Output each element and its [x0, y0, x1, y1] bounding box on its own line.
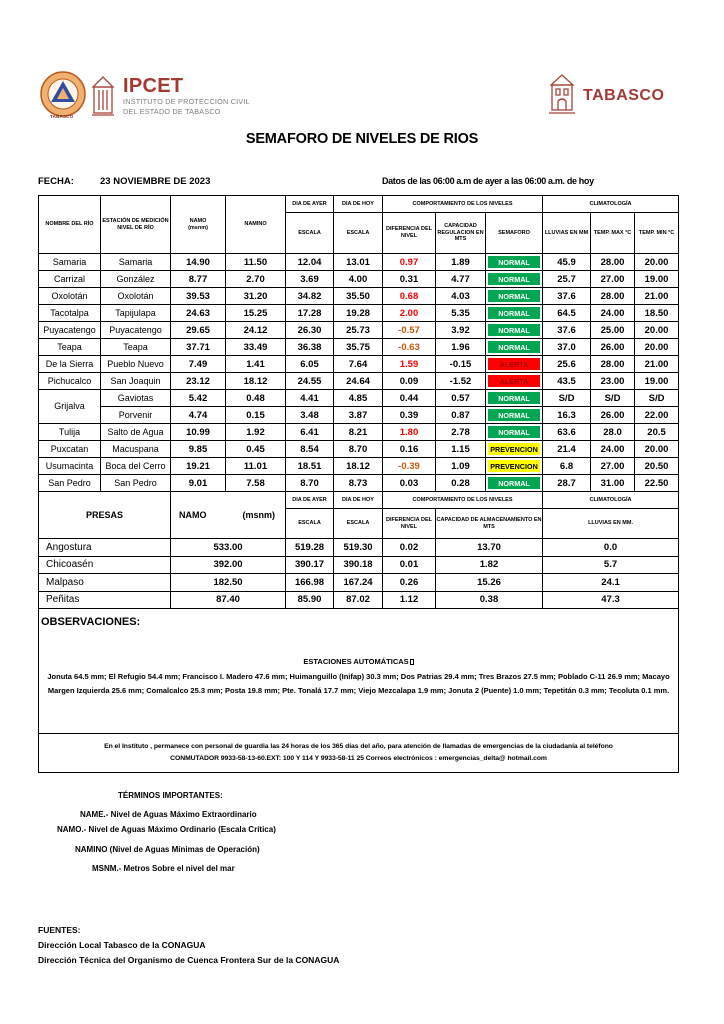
namo-cell: 9.85 [171, 441, 226, 458]
station-name-cell: Boca del Cerro [101, 458, 171, 475]
temp-max-cell: 27.00 [591, 458, 635, 475]
dam-capacity-cell: 0.38 [436, 591, 543, 609]
dam-scale-today-cell: 167.24 [334, 574, 383, 592]
dam-rain-cell: 5.7 [543, 556, 679, 574]
river-station-row [39, 322, 679, 339]
scale-yesterday-cell: 4.41 [286, 390, 334, 407]
dam-capacity-cell: 15.26 [436, 574, 543, 592]
level-difference-cell: 0.44 [383, 390, 436, 407]
dam-name-cell: Peñitas [39, 591, 171, 609]
header-climate: CLIMATOLOGÍA [543, 196, 679, 213]
dam-row [39, 556, 679, 574]
header-scale-yesterday: ESCALA [286, 213, 334, 254]
rain-cell: 63.6 [543, 424, 591, 441]
temp-min-cell: S/D [635, 390, 679, 407]
river-station-row [39, 407, 679, 424]
header-namo [171, 196, 226, 254]
scale-yesterday-cell: 6.05 [286, 356, 334, 373]
header-dam-yesterday: DIA DE AYER [286, 492, 334, 509]
scale-today-cell: 25.73 [334, 322, 383, 339]
dam-row [39, 591, 679, 609]
regulation-capacity-cell: 5.35 [436, 305, 486, 322]
term-namo: NAMO.- Nivel de Aguas Máximo Ordinario (Escala Crítica) [57, 825, 276, 834]
header-today: DIA DE HOY [334, 196, 383, 213]
dam-scale-yesterday-cell: 390.17 [286, 556, 334, 574]
scale-today-cell: 35.75 [334, 339, 383, 356]
scale-yesterday-cell: 3.48 [286, 407, 334, 424]
station-name-cell: San Pedro [101, 475, 171, 492]
temp-max-cell: 25.00 [591, 322, 635, 339]
river-name-cell: De la Sierra [39, 356, 101, 373]
term-name: NAME.- Nivel de Aguas Máximo Extraordinario [80, 810, 257, 819]
namino-cell: 2.70 [226, 271, 286, 288]
station-name-cell: Tapijulapa [101, 305, 171, 322]
namino-cell: 7.58 [226, 475, 286, 492]
temp-min-cell: 20.00 [635, 322, 679, 339]
header-level-behaviour: COMPORTAMIENTO DE LOS NIVELES [383, 196, 543, 213]
dam-scale-yesterday-cell: 85.90 [286, 591, 334, 609]
namino-cell: 1.41 [226, 356, 286, 373]
temp-max-cell: 26.00 [591, 339, 635, 356]
namo-cell: 4.74 [171, 407, 226, 424]
river-station-row [39, 390, 679, 407]
scale-today-cell: 35.50 [334, 288, 383, 305]
river-name-cell: Pichucalco [39, 373, 101, 390]
header-temp-min: TEMP. MIN °C [635, 213, 679, 254]
semaforo-status-badge: NORMAL [486, 322, 543, 339]
scale-today-cell: 18.12 [334, 458, 383, 475]
dam-capacity-cell: 13.70 [436, 539, 543, 557]
header-dam-namo-label: NAMO [179, 510, 207, 520]
namo-cell: 8.77 [171, 271, 226, 288]
dam-difference-cell: 0.02 [383, 539, 436, 557]
scale-yesterday-cell: 12.04 [286, 254, 334, 271]
temp-max-cell: 27.00 [591, 271, 635, 288]
semaforo-status-badge: NORMAL [486, 407, 543, 424]
namo-cell: 19.21 [171, 458, 226, 475]
org-name-line2: DEL ESTADO DE TABASCO [123, 107, 221, 116]
date-value: 23 NOVIEMBRE DE 2023 [100, 176, 211, 187]
ipcet-emblem-icon [90, 73, 116, 123]
dam-rain-cell: 0.0 [543, 539, 679, 557]
station-name-cell: Puyacatengo [101, 322, 171, 339]
level-difference-cell: -0.57 [383, 322, 436, 339]
river-station-row [39, 373, 679, 390]
header-dam-rain: LLUVIAS EN MM. [543, 509, 679, 539]
namo-cell: 23.12 [171, 373, 226, 390]
river-station-row [39, 305, 679, 322]
river-station-row [39, 475, 679, 492]
regulation-capacity-cell: 2.78 [436, 424, 486, 441]
semaforo-status-badge: NORMAL [486, 339, 543, 356]
temp-min-cell: 20.00 [635, 441, 679, 458]
scale-yesterday-cell: 36.38 [286, 339, 334, 356]
scale-yesterday-cell: 6.41 [286, 424, 334, 441]
scale-yesterday-cell: 18.51 [286, 458, 334, 475]
river-station-row [39, 339, 679, 356]
station-name-cell: Porvenir [101, 407, 171, 424]
temp-max-cell: 28.00 [591, 356, 635, 373]
dam-name-cell: Angostura [39, 539, 171, 557]
semaforo-status-badge: ALERTA [486, 356, 543, 373]
level-difference-cell: 1.59 [383, 356, 436, 373]
river-station-row [39, 458, 679, 475]
header-dam-today: DIA DE HOY [334, 492, 383, 509]
temp-min-cell: 19.00 [635, 271, 679, 288]
level-difference-cell: 0.68 [383, 288, 436, 305]
semaforo-status-badge: NORMAL [486, 288, 543, 305]
semaforo-status-badge: PREVENCION [486, 458, 543, 475]
seal-caption: TABASCO [50, 114, 74, 119]
rain-cell: 43.5 [543, 373, 591, 390]
namo-cell: 5.42 [171, 390, 226, 407]
level-difference-cell: 0.09 [383, 373, 436, 390]
dams-table-body [39, 539, 679, 609]
namino-cell: 1.92 [226, 424, 286, 441]
river-name-cell: Samaria [39, 254, 101, 271]
regulation-capacity-cell: 0.28 [436, 475, 486, 492]
institute-note-cell [39, 734, 679, 773]
level-difference-cell: -0.39 [383, 458, 436, 475]
dam-scale-today-cell: 390.18 [334, 556, 383, 574]
river-name-cell: Teapa [39, 339, 101, 356]
header-dam-difference: DIFERENCIA DEL NIVEL [383, 509, 436, 539]
temp-min-cell: 21.00 [635, 356, 679, 373]
namino-cell: 24.12 [226, 322, 286, 339]
river-name-cell: Oxolotán [39, 288, 101, 305]
semaforo-status-badge: NORMAL [486, 424, 543, 441]
temp-max-cell: 31.00 [591, 475, 635, 492]
glyph-box-icon [410, 659, 414, 665]
station-name-cell: Oxolotán [101, 288, 171, 305]
sources-heading: FUENTES: [38, 925, 81, 935]
scale-today-cell: 24.64 [334, 373, 383, 390]
station-name-cell: Gaviotas [101, 390, 171, 407]
river-station-row [39, 441, 679, 458]
term-msnm: MSNM.- Metros Sobre el nivel del mar [92, 864, 235, 873]
header-river-name: NOMBRE DEL RÍO [39, 196, 101, 254]
observations-text: Jonuta 64.5 mm; El Refugio 54.4 mm; Francisco I. Madero 47.6 mm; Huimanguillo (Inifap) 30.3 mm; Dos Patrias 29.4 mm; Tres Brazos 27.5 mm; Poblado C-11 26.9 mm; Macayo Margen Izquierda 25.6 mm; Comalcalco 25.3 mm; Posta 19.8 mm; Pte. Tonalá 17.7 mm; Viejo Mezcalapa 1.9 mm; Jonuta 2 (Puente) 1.0 mm; Tepetitán 0.3 mm; Tecoluta 0.1 mm. [47, 671, 670, 695]
observations-subheading-text: ESTACIONES AUTOMÁTICAS [303, 656, 409, 666]
header-dam-scale-yesterday: ESCALA [286, 509, 334, 539]
regulation-capacity-cell: 3.92 [436, 322, 486, 339]
org-name-line1: INSTITUTO DE PROTECCIÓN CIVIL [123, 97, 250, 106]
river-name-cell: Tulija [39, 424, 101, 441]
river-table-body [39, 254, 679, 492]
scale-today-cell: 4.85 [334, 390, 383, 407]
namino-cell: 0.15 [226, 407, 286, 424]
scale-yesterday-cell: 3.69 [286, 271, 334, 288]
state-name: TABASCO [583, 87, 665, 104]
regulation-capacity-cell: 0.87 [436, 407, 486, 424]
header-namo-unit: (msnm) [188, 224, 208, 231]
dam-row [39, 539, 679, 557]
temp-min-cell: 22.50 [635, 475, 679, 492]
namo-cell: 39.53 [171, 288, 226, 305]
dam-difference-cell: 0.01 [383, 556, 436, 574]
temp-min-cell: 18.50 [635, 305, 679, 322]
rain-cell: 28.7 [543, 475, 591, 492]
station-name-cell: San Joaquin [101, 373, 171, 390]
header-semaforo: SEMAFORO [486, 213, 543, 254]
namo-cell: 29.65 [171, 322, 226, 339]
rain-cell: 64.5 [543, 305, 591, 322]
namino-cell: 11.50 [226, 254, 286, 271]
namino-cell: 0.45 [226, 441, 286, 458]
dams-table-header [39, 492, 679, 539]
page-title: SEMAFORO DE NIVELES DE RIOS [245, 131, 479, 147]
river-station-row [39, 356, 679, 373]
header-station: ESTACIÓN DE MEDICIÓN NIVEL DE RÍO [101, 196, 171, 254]
river-station-row [39, 254, 679, 271]
scale-today-cell: 8.70 [334, 441, 383, 458]
rain-cell: 21.4 [543, 441, 591, 458]
rain-cell: 16.3 [543, 407, 591, 424]
temp-min-cell: 22.00 [635, 407, 679, 424]
namino-cell: 33.49 [226, 339, 286, 356]
semaforo-status-badge: NORMAL [486, 475, 543, 492]
scale-today-cell: 4.00 [334, 271, 383, 288]
namino-cell: 11.01 [226, 458, 286, 475]
namino-cell: 31.20 [226, 288, 286, 305]
temp-min-cell: 19.00 [635, 373, 679, 390]
temp-min-cell: 21.00 [635, 288, 679, 305]
station-name-cell: Macuspana [101, 441, 171, 458]
semaforo-status-badge: ALERTA [486, 373, 543, 390]
temp-min-cell: 20.5 [635, 424, 679, 441]
dam-namo-cell: 87.40 [171, 591, 286, 609]
regulation-capacity-cell: -0.15 [436, 356, 486, 373]
river-name-cell: Usumacinta [39, 458, 101, 475]
header-namino: NAMINO [226, 196, 286, 254]
regulation-capacity-cell: 1.89 [436, 254, 486, 271]
header-dams: PRESAS [39, 492, 171, 539]
header-dam-namo-unit: (msnm) [242, 510, 275, 520]
river-station-row [39, 271, 679, 288]
header-rain: LLUVIAS EN MM [543, 213, 591, 254]
river-name-cell: Tacotalpa [39, 305, 101, 322]
rain-cell: 25.7 [543, 271, 591, 288]
namo-cell: 10.99 [171, 424, 226, 441]
header-dam-scale-today: ESCALA [334, 509, 383, 539]
rain-cell: 45.9 [543, 254, 591, 271]
tabasco-emblem-icon [547, 72, 577, 121]
dam-difference-cell: 1.12 [383, 591, 436, 609]
river-name-cell: Grijalva [39, 390, 101, 424]
river-station-row [39, 288, 679, 305]
dam-rain-cell: 24.1 [543, 574, 679, 592]
station-name-cell: Teapa [101, 339, 171, 356]
notes-section [39, 609, 679, 773]
semaforo-status-badge: NORMAL [486, 271, 543, 288]
semaforo-status-badge: PREVENCION [486, 441, 543, 458]
temp-max-cell: 24.00 [591, 441, 635, 458]
river-name-cell: Carrizal [39, 271, 101, 288]
scale-today-cell: 8.21 [334, 424, 383, 441]
dam-scale-yesterday-cell: 166.98 [286, 574, 334, 592]
river-levels-table [38, 195, 679, 773]
station-name-cell: Pueblo Nuevo [101, 356, 171, 373]
scale-yesterday-cell: 17.28 [286, 305, 334, 322]
dam-name-cell: Chicoasén [39, 556, 171, 574]
scale-today-cell: 8.73 [334, 475, 383, 492]
dam-namo-cell: 533.00 [171, 539, 286, 557]
term-namino: NAMINO (Nivel de Aguas Mínimas de Operación) [75, 845, 260, 854]
scale-today-cell: 3.87 [334, 407, 383, 424]
regulation-capacity-cell: 4.77 [436, 271, 486, 288]
level-difference-cell: 1.80 [383, 424, 436, 441]
source-line1: Dirección Local Tabasco de la CONAGUA [38, 940, 206, 950]
namo-cell: 9.01 [171, 475, 226, 492]
header-dam-behaviour: COMPORTAMIENTO DE LOS NIVELES [383, 492, 543, 509]
dam-name-cell: Malpaso [39, 574, 171, 592]
rain-cell: 6.8 [543, 458, 591, 475]
header-yesterday: DIA DE AYER [286, 196, 334, 213]
header-namo-label: NAMO [189, 217, 207, 224]
temp-max-cell: 24.00 [591, 305, 635, 322]
rain-cell: 25.6 [543, 356, 591, 373]
namino-cell: 18.12 [226, 373, 286, 390]
namo-cell: 24.63 [171, 305, 226, 322]
level-difference-cell: 0.39 [383, 407, 436, 424]
river-station-row [39, 424, 679, 441]
namo-cell: 37.71 [171, 339, 226, 356]
level-difference-cell: 0.97 [383, 254, 436, 271]
rain-cell: 37.6 [543, 288, 591, 305]
source-line2: Dirección Técnica del Organismo de Cuenca Frontera Sur de la CONAGUA [38, 955, 340, 965]
observations-cell [39, 609, 679, 734]
temp-min-cell: 20.50 [635, 458, 679, 475]
temp-max-cell: S/D [591, 390, 635, 407]
scale-yesterday-cell: 34.82 [286, 288, 334, 305]
header-level-difference: DIFERENCIA DEL NIVEL [383, 213, 436, 254]
header-regulation-capacity: CAPACIDAD REGULACION EN MTS [436, 213, 486, 254]
level-difference-cell: 2.00 [383, 305, 436, 322]
temp-max-cell: 28.0 [591, 424, 635, 441]
dam-rain-cell: 47.3 [543, 591, 679, 609]
temp-max-cell: 26.00 [591, 407, 635, 424]
level-difference-cell: -0.63 [383, 339, 436, 356]
scale-yesterday-cell: 8.70 [286, 475, 334, 492]
header-scale-today: ESCALA [334, 213, 383, 254]
level-difference-cell: 0.31 [383, 271, 436, 288]
scale-today-cell: 13.01 [334, 254, 383, 271]
regulation-capacity-cell: 0.57 [436, 390, 486, 407]
header-temp-max: TEMP. MAX °C [591, 213, 635, 254]
regulation-capacity-cell: 1.09 [436, 458, 486, 475]
period-note: Datos de las 06:00 a.m de ayer a las 06:00 a.m. de hoy [382, 176, 594, 186]
temp-max-cell: 28.00 [591, 288, 635, 305]
namo-cell: 7.49 [171, 356, 226, 373]
observations-subheading [39, 657, 678, 666]
river-table-header [39, 196, 679, 254]
river-name-cell: Puxcatan [39, 441, 101, 458]
semaforo-status-badge: NORMAL [486, 305, 543, 322]
terms-heading: TÉRMINOS IMPORTANTES: [118, 791, 223, 800]
rain-cell: 37.0 [543, 339, 591, 356]
temp-max-cell: 28.00 [591, 254, 635, 271]
dam-scale-today-cell: 87.02 [334, 591, 383, 609]
regulation-capacity-cell: 4.03 [436, 288, 486, 305]
level-difference-cell: 0.16 [383, 441, 436, 458]
header-dam-capacity: CAPACIDAD DE ALMACENAMIENTO EN MTS [436, 509, 543, 539]
namo-cell: 14.90 [171, 254, 226, 271]
institute-note-line1: En el Instituto , permanece con personal de guardia las 24 horas de los 365 días del año, para atención de llamadas de emergencias de la ciudadanía al teléfono [104, 742, 613, 750]
rain-cell: S/D [543, 390, 591, 407]
date-label: FECHA: [38, 176, 74, 187]
station-name-cell: González [101, 271, 171, 288]
semaforo-status-badge: NORMAL [486, 390, 543, 407]
station-name-cell: Salto de Agua [101, 424, 171, 441]
semaforo-status-badge: NORMAL [486, 254, 543, 271]
namino-cell: 15.25 [226, 305, 286, 322]
regulation-capacity-cell: -1.52 [436, 373, 486, 390]
scale-yesterday-cell: 8.54 [286, 441, 334, 458]
dam-namo-cell: 392.00 [171, 556, 286, 574]
dam-row [39, 574, 679, 592]
dam-difference-cell: 0.26 [383, 574, 436, 592]
temp-max-cell: 23.00 [591, 373, 635, 390]
observations-heading: OBSERVACIONES: [41, 615, 141, 628]
temp-min-cell: 20.00 [635, 339, 679, 356]
temp-min-cell: 20.00 [635, 254, 679, 271]
header-dam-namo [171, 492, 286, 539]
dam-scale-yesterday-cell: 519.28 [286, 539, 334, 557]
river-name-cell: Puyacatengo [39, 322, 101, 339]
station-name-cell: Samaria [101, 254, 171, 271]
regulation-capacity-cell: 1.15 [436, 441, 486, 458]
scale-today-cell: 7.64 [334, 356, 383, 373]
scale-today-cell: 19.28 [334, 305, 383, 322]
level-difference-cell: 0.03 [383, 475, 436, 492]
regulation-capacity-cell: 1.96 [436, 339, 486, 356]
namino-cell: 0.48 [226, 390, 286, 407]
dam-scale-today-cell: 519.30 [334, 539, 383, 557]
river-name-cell: San Pedro [39, 475, 101, 492]
header-dam-climate: CLIMATOLOGÍA [543, 492, 679, 509]
institute-note-line2: CONMUTADOR 9933-58-13-60.EXT: 100 Y 114 Y 9933-58-11 25 Correos electrónicos : emergencias_delta@ hotmail.com [170, 755, 547, 762]
org-acronym: IPCET [123, 75, 184, 97]
scale-yesterday-cell: 24.55 [286, 373, 334, 390]
dam-namo-cell: 182.50 [171, 574, 286, 592]
dam-capacity-cell: 1.82 [436, 556, 543, 574]
rain-cell: 37.6 [543, 322, 591, 339]
scale-yesterday-cell: 26.30 [286, 322, 334, 339]
